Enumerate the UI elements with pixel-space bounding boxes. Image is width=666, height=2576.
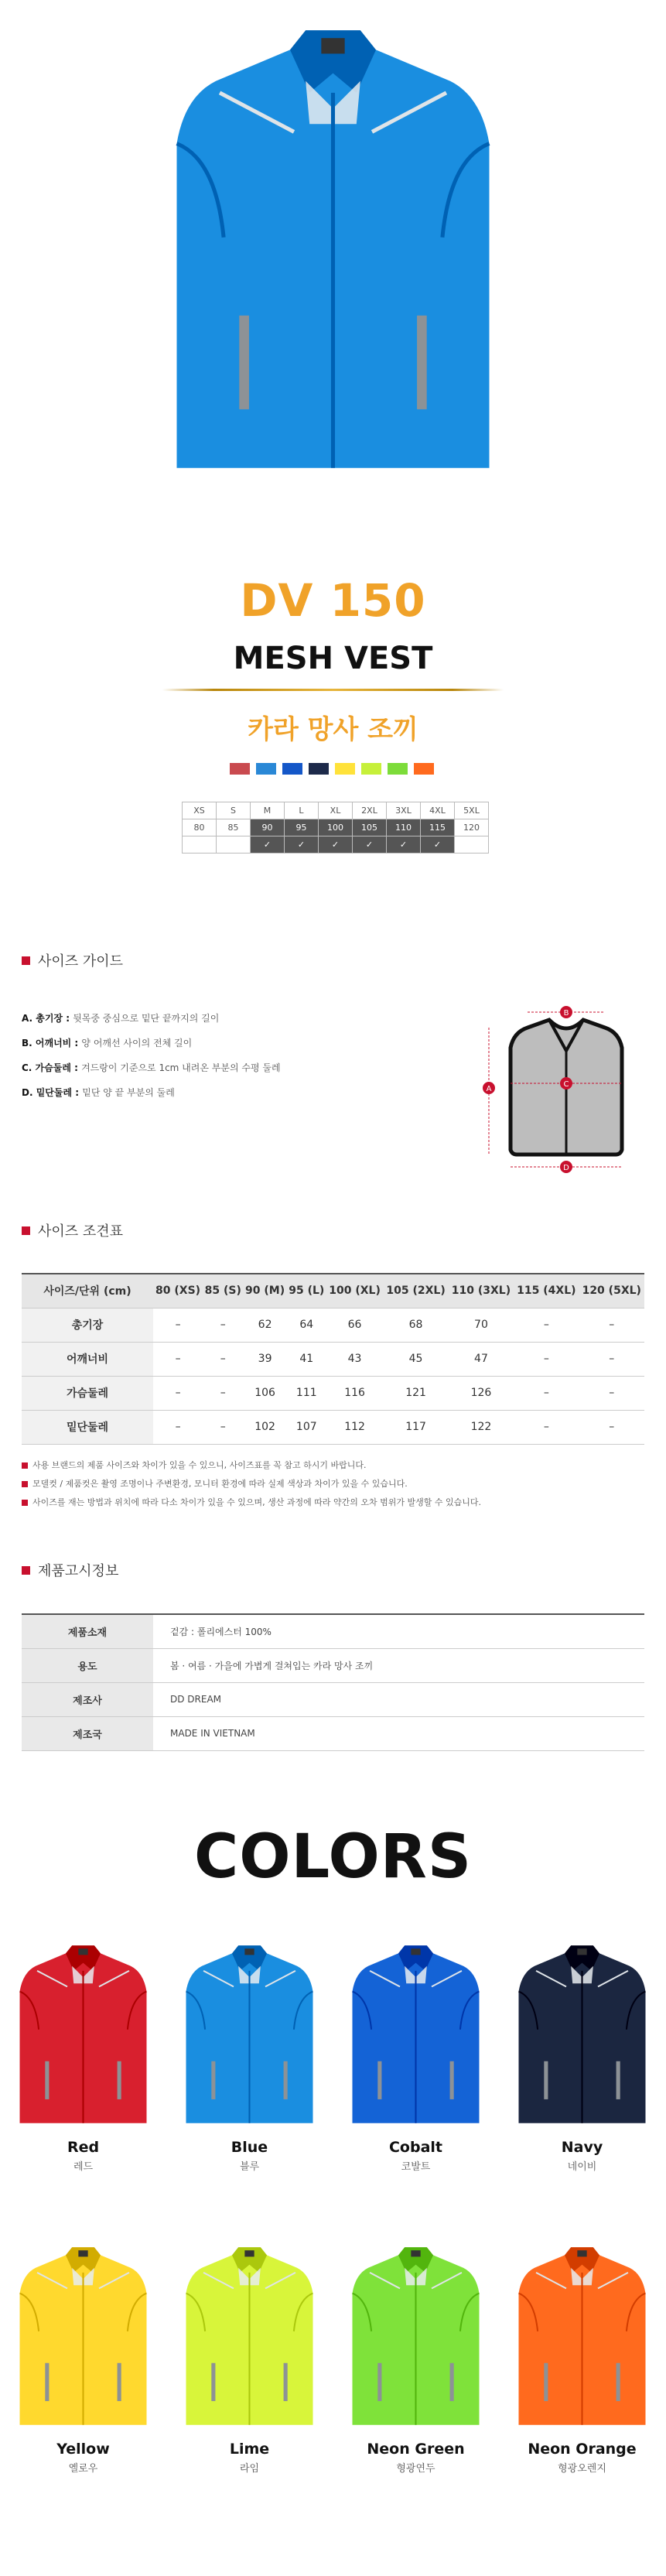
size-notes: [22, 1456, 481, 1512]
note-text: 사이즈를 재는 방법과 위치에 따라 다소 차이가 있을 수 있으며, 생산 과정에 따라 약간의 오차 범위가 발생할 수 있습니다.: [32, 1497, 481, 1507]
table-row: [22, 1648, 644, 1682]
strip-availability: ✓: [387, 836, 421, 854]
guide-item-label: D. 밑단둘레 :: [22, 1087, 83, 1098]
table-cell: 116: [326, 1376, 384, 1410]
color-variant-card: [166, 2244, 333, 2475]
strip-size-label: M: [251, 802, 285, 819]
color-korean-name: 레드: [73, 2161, 94, 2173]
color-swatch: [388, 763, 408, 775]
table-row: [22, 1682, 644, 1716]
color-swatches: [230, 763, 434, 775]
vest-right-pocket: [417, 316, 427, 409]
heading-marker: [22, 956, 30, 965]
color-korean-name: 네이비: [567, 2161, 597, 2173]
hero-vest-image: [138, 17, 528, 497]
heading-marker: [22, 1226, 30, 1235]
table-cell: –: [153, 1376, 203, 1410]
vest-logo-label: [577, 1948, 586, 1955]
vest-image: [4, 1942, 162, 2133]
table-cell: –: [579, 1376, 644, 1410]
info-row-value: 봄 · 여름 · 가을에 가볍게 걸쳐입는 카라 망사 조끼: [153, 1648, 644, 1682]
color-swatch: [256, 763, 276, 775]
size-table-header: 115 (4XL): [514, 1274, 579, 1308]
gold-divider: [162, 689, 504, 691]
model-number: DV 150: [240, 574, 426, 627]
guide-item-desc: 뒷목중 중심으로 밑단 끝까지의 길이: [73, 1013, 220, 1024]
table-cell: –: [514, 1342, 579, 1376]
vest-left-pocket: [45, 2061, 49, 2099]
product-info-heading: 제품고시정보: [22, 1560, 118, 1580]
strip-size-label: 5XL: [455, 802, 489, 819]
table-row: [22, 1410, 644, 1444]
strip-size-label: S: [217, 802, 251, 819]
table-row: [22, 1342, 644, 1376]
note-item: [22, 1493, 481, 1512]
table-row: [22, 1716, 644, 1750]
table-cell: 62: [243, 1308, 286, 1342]
strip-size-label: XL: [319, 802, 353, 819]
size-table-header: 90 (M): [243, 1274, 286, 1308]
vest-logo-label: [78, 1948, 87, 1955]
strip-availability: [217, 836, 251, 854]
size-table-header: 85 (S): [203, 1274, 243, 1308]
note-text: 사용 브랜드의 제품 사이즈와 차이가 있을 수 있으니, 사이즈표를 꼭 참고 하시기 바랍니다.: [32, 1460, 367, 1470]
info-row-value: DD DREAM: [153, 1682, 644, 1716]
strip-size-number: 100: [319, 819, 353, 836]
table-cell: –: [153, 1342, 203, 1376]
vest-right-pocket: [118, 2363, 121, 2401]
vest-left-pocket: [544, 2363, 548, 2401]
vest-right-pocket: [450, 2363, 454, 2401]
strip-size-number: 120: [455, 819, 489, 836]
vest-right-pocket: [616, 2061, 620, 2099]
heading-marker: [22, 1566, 30, 1575]
vest-image: [336, 2244, 495, 2434]
color-swatch: [361, 763, 381, 775]
color-name: Neon Green: [367, 2441, 465, 2458]
color-name: Red: [67, 2139, 100, 2156]
table-cell: 68: [383, 1308, 448, 1342]
strip-availability: ✓: [421, 836, 455, 854]
vest-right-pocket: [616, 2363, 620, 2401]
strip-size-label: XS: [183, 802, 217, 819]
table-cell: –: [514, 1410, 579, 1444]
table-cell: –: [203, 1342, 243, 1376]
vest-logo-label: [244, 1948, 254, 1955]
table-cell: 106: [243, 1376, 286, 1410]
vest-logo-label: [411, 2250, 420, 2256]
table-row: [22, 1614, 644, 1648]
table-cell: 64: [287, 1308, 326, 1342]
vest-right-pocket: [450, 2061, 454, 2099]
vest-logo-label: [244, 2250, 254, 2256]
vest-logo-label: [577, 2250, 586, 2256]
table-cell: 122: [449, 1410, 514, 1444]
size-table-header: 80 (XS): [153, 1274, 203, 1308]
note-item: [22, 1475, 481, 1493]
vest-image: [336, 1942, 495, 2133]
table-row-label: 밑단둘레: [22, 1410, 153, 1444]
color-name: Yellow: [56, 2441, 110, 2458]
product-info-table: [22, 1613, 644, 1751]
guide-item-label: C. 가슴둘레 :: [22, 1062, 82, 1073]
color-variant-card: [166, 1942, 333, 2173]
strip-availability: [455, 836, 489, 854]
strip-size-label: 2XL: [353, 802, 387, 819]
vest-right-pocket: [118, 2061, 121, 2099]
size-table-header: 95 (L): [287, 1274, 326, 1308]
info-row-label: 용도: [22, 1648, 153, 1682]
table-cell: 102: [243, 1410, 286, 1444]
size-table: [22, 1273, 644, 1445]
info-row-label: 제품소재: [22, 1614, 153, 1648]
strip-size-number: 95: [285, 819, 319, 836]
note-marker: [22, 1500, 28, 1506]
color-korean-name: 코발트: [401, 2161, 431, 2173]
note-marker: [22, 1462, 28, 1469]
size-guide-item: [22, 1006, 281, 1031]
table-cell: 121: [383, 1376, 448, 1410]
color-swatch: [414, 763, 434, 775]
color-variant-card: [499, 2244, 665, 2475]
size-table-header: 105 (2XL): [383, 1274, 448, 1308]
color-variant-card: [499, 1942, 665, 2173]
table-cell: –: [153, 1308, 203, 1342]
color-name: Lime: [229, 2441, 270, 2458]
product-subtitle: MESH VEST: [233, 641, 433, 676]
table-cell: –: [514, 1308, 579, 1342]
hero-section: [0, 0, 666, 542]
color-name: Neon Orange: [528, 2441, 637, 2458]
table-cell: 41: [287, 1342, 326, 1376]
strip-availability: ✓: [285, 836, 319, 854]
vest-image: [503, 1942, 661, 2133]
colors-title: COLORS: [193, 1822, 473, 1892]
color-swatch: [309, 763, 329, 775]
table-row-label: 어깨너비: [22, 1342, 153, 1376]
vest-left-pocket: [544, 2061, 548, 2099]
diagram-label-d: D: [563, 1164, 569, 1172]
color-korean-name: 옐로우: [68, 2463, 98, 2475]
size-table-header: 110 (3XL): [449, 1274, 514, 1308]
vest-right-pocket: [284, 2363, 288, 2401]
vest-logo-label: [78, 2250, 87, 2256]
strip-size-number: 85: [217, 819, 251, 836]
color-variant-card: [0, 2244, 166, 2475]
guide-item-desc: 밑단 양 끝 부분의 둘레: [82, 1087, 175, 1098]
note-marker: [22, 1481, 28, 1487]
table-cell: 107: [287, 1410, 326, 1444]
vest-image: [4, 2244, 162, 2434]
note-text: 모델컷 / 제품컷은 촬영 조명이나 주변환경, 모니터 환경에 따라 실제 색상과 차이가 있을 수 있습니다.: [32, 1479, 408, 1489]
table-cell: 39: [243, 1342, 286, 1376]
table-cell: 43: [326, 1342, 384, 1376]
strip-size-number: 110: [387, 819, 421, 836]
color-swatch: [230, 763, 250, 775]
table-row: [22, 1308, 644, 1342]
table-cell: 70: [449, 1308, 514, 1342]
vest-left-pocket: [45, 2363, 49, 2401]
guide-item-desc: 겨드랑이 기준으로 1cm 내려온 부분의 수평 둘레: [81, 1062, 281, 1073]
vest-left-pocket: [211, 2061, 215, 2099]
table-cell: 45: [383, 1342, 448, 1376]
strip-size-label: L: [285, 802, 319, 819]
color-variant-card: [0, 1942, 166, 2173]
table-row: [22, 1376, 644, 1410]
color-swatch: [335, 763, 355, 775]
diagram-label-a: A: [486, 1085, 492, 1093]
note-item: [22, 1456, 481, 1475]
table-cell: –: [514, 1376, 579, 1410]
table-row-label: 가슴둘레: [22, 1376, 153, 1410]
size-guide-heading: 사이즈 가이드: [22, 950, 123, 970]
table-cell: –: [203, 1376, 243, 1410]
color-korean-name: 라임: [239, 2463, 260, 2475]
size-availability-strip: [182, 802, 489, 854]
size-table-header: 120 (5XL): [579, 1274, 644, 1308]
table-cell: –: [203, 1410, 243, 1444]
info-row-label: 제조사: [22, 1682, 153, 1716]
strip-size-label: 4XL: [421, 802, 455, 819]
table-row-label: 총기장: [22, 1308, 153, 1342]
table-cell: 126: [449, 1376, 514, 1410]
size-guide-list: [22, 1006, 281, 1105]
color-korean-name: 형광오렌지: [558, 2463, 606, 2475]
info-row-value: 겉감 : 폴리에스터 100%: [153, 1614, 644, 1648]
strip-availability: ✓: [319, 836, 353, 854]
guide-item-label: B. 어깨너비 :: [22, 1038, 82, 1049]
vest-image: [170, 2244, 329, 2434]
product-korean-name: 카라 망사 조끼: [248, 714, 418, 745]
color-swatch: [282, 763, 302, 775]
table-cell: 112: [326, 1410, 384, 1444]
vest-image: [503, 2244, 661, 2434]
strip-availability: ✓: [353, 836, 387, 854]
vest-left-pocket: [239, 316, 249, 409]
table-cell: 111: [287, 1376, 326, 1410]
table-cell: –: [579, 1342, 644, 1376]
measurement-diagram: [473, 1003, 659, 1173]
size-guide-item: [22, 1055, 281, 1080]
color-korean-name: 블루: [239, 2161, 260, 2173]
vest-right-pocket: [284, 2061, 288, 2099]
strip-availability: [183, 836, 217, 854]
table-cell: 117: [383, 1410, 448, 1444]
strip-size-number: 115: [421, 819, 455, 836]
vest-logo-label: [411, 1948, 420, 1955]
color-variant-card: [333, 2244, 499, 2475]
size-guide-item: [22, 1031, 281, 1055]
info-row-value: MADE IN VIETNAM: [153, 1716, 644, 1750]
color-name: Blue: [231, 2139, 268, 2156]
vest-image: [170, 1942, 329, 2133]
vest-logo-label: [321, 38, 344, 53]
table-cell: 47: [449, 1342, 514, 1376]
diagram-label-c: C: [563, 1080, 569, 1089]
table-cell: –: [579, 1308, 644, 1342]
table-cell: –: [579, 1410, 644, 1444]
size-table-header: 사이즈/단위 (cm): [22, 1274, 153, 1308]
table-cell: –: [153, 1410, 203, 1444]
color-name: Cobalt: [388, 2139, 442, 2156]
info-row-label: 제조국: [22, 1716, 153, 1750]
vest-left-pocket: [377, 2363, 381, 2401]
color-name: Navy: [561, 2139, 603, 2156]
strip-availability: ✓: [251, 836, 285, 854]
diagram-label-b: B: [563, 1009, 569, 1018]
vest-left-pocket: [377, 2061, 381, 2099]
strip-size-number: 90: [251, 819, 285, 836]
table-cell: –: [203, 1308, 243, 1342]
strip-size-label: 3XL: [387, 802, 421, 819]
guide-item-desc: 양 어깨선 사이의 전체 길이: [81, 1038, 193, 1049]
table-cell: 66: [326, 1308, 384, 1342]
guide-item-label: A. 총기장 :: [22, 1013, 73, 1024]
color-korean-name: 형광연두: [396, 2463, 435, 2475]
vest-left-pocket: [211, 2363, 215, 2401]
size-table-header: 100 (XL): [326, 1274, 384, 1308]
strip-size-number: 105: [353, 819, 387, 836]
color-variant-card: [333, 1942, 499, 2173]
size-table-heading: 사이즈 조견표: [22, 1220, 123, 1240]
size-guide-item: [22, 1080, 281, 1105]
strip-size-number: 80: [183, 819, 217, 836]
